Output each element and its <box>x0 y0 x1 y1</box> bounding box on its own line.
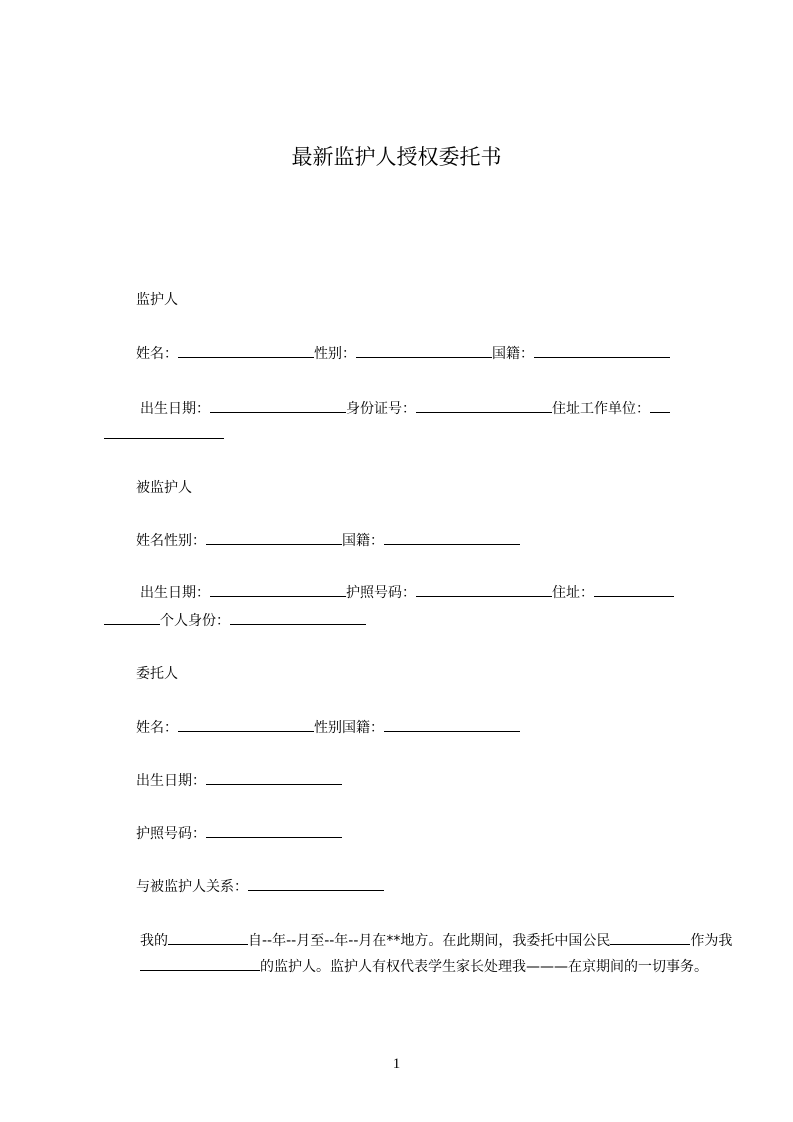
ward-nationality-blank[interactable] <box>384 529 520 545</box>
ward-identity-label: 个人身份： <box>160 613 230 629</box>
principal-name-blank[interactable] <box>178 716 314 732</box>
statement-part1: 我的 <box>140 933 168 949</box>
ward-heading: 被监护人 <box>136 480 192 496</box>
guardian-birth-label: 出生日期： <box>140 401 210 417</box>
ward-name-row <box>104 529 736 553</box>
guardian-gender-label: 性别： <box>314 346 356 362</box>
ward-name-gender-label: 姓名性别： <box>136 533 206 549</box>
statement-citizen-blank-cont[interactable] <box>630 929 690 945</box>
principal-relation-blank[interactable] <box>248 875 384 891</box>
ward-name-gender-blank[interactable] <box>206 529 342 545</box>
guardian-nationality-label: 国籍： <box>492 346 534 362</box>
ward-birth-blank[interactable] <box>210 581 346 597</box>
principal-passport-label: 护照号码： <box>136 826 206 842</box>
statement-relation-blank[interactable] <box>140 955 260 971</box>
ward-address-blank[interactable] <box>594 581 674 597</box>
principal-gender-nationality-label: 性别国籍： <box>314 720 384 736</box>
guardian-gender-blank[interactable] <box>356 342 492 358</box>
ward-birth-label: 出生日期： <box>140 585 210 601</box>
principal-name-row <box>104 716 736 740</box>
page-number: 1 <box>392 1056 401 1072</box>
principal-relation-label: 与被监护人关系： <box>136 879 248 895</box>
statement-part4: 的监护人。监护人有权代表学生家长处理我———在京期间的一切事务。 <box>260 959 708 975</box>
statement-part3: 作为我 <box>690 933 733 949</box>
guardian-address-blank-cont[interactable] <box>104 423 224 439</box>
ward-identity-row <box>104 609 704 633</box>
principal-name-label: 姓名： <box>136 720 178 736</box>
principal-relation-row <box>104 875 736 899</box>
guardian-nationality-blank[interactable] <box>534 342 670 358</box>
guardian-address-blank[interactable] <box>650 397 670 413</box>
principal-passport-blank[interactable] <box>206 822 342 838</box>
principal-birth-label: 出生日期： <box>136 773 206 789</box>
ward-identity-blank[interactable] <box>230 609 366 625</box>
guardian-id-blank[interactable] <box>416 397 552 413</box>
ward-nationality-label: 国籍： <box>342 533 384 549</box>
document-title: 最新监护人授权委托书 <box>291 145 502 169</box>
statement-student-blank[interactable] <box>168 929 248 945</box>
guardian-name-label: 姓名： <box>136 346 178 362</box>
guardian-address-label: 住址工作单位： <box>552 401 650 417</box>
principal-heading: 委托人 <box>136 666 178 682</box>
guardian-heading: 监护人 <box>136 292 178 308</box>
statement-part2: 自--年--月至--年--月在**地方。在此期间，我委托中国公民 <box>248 933 611 949</box>
ward-address-blank-cont[interactable] <box>104 609 160 625</box>
ward-passport-label: 护照号码： <box>346 585 416 601</box>
statement-citizen-blank[interactable] <box>610 929 630 945</box>
principal-gender-nationality-blank[interactable] <box>384 716 520 732</box>
principal-passport-row <box>104 822 736 846</box>
principal-birth-row <box>104 769 736 793</box>
guardian-birth-row <box>104 397 740 421</box>
ward-birth-row <box>104 581 740 605</box>
guardian-name-row <box>104 342 736 366</box>
guardian-id-label: 身份证号： <box>346 401 416 417</box>
statement-paragraph <box>104 928 740 980</box>
ward-address-label: 住址： <box>552 585 594 601</box>
principal-birth-blank[interactable] <box>206 769 342 785</box>
ward-passport-blank[interactable] <box>416 581 552 597</box>
guardian-birth-blank[interactable] <box>210 397 346 413</box>
guardian-name-blank[interactable] <box>178 342 314 358</box>
guardian-address-continuation <box>104 423 704 447</box>
